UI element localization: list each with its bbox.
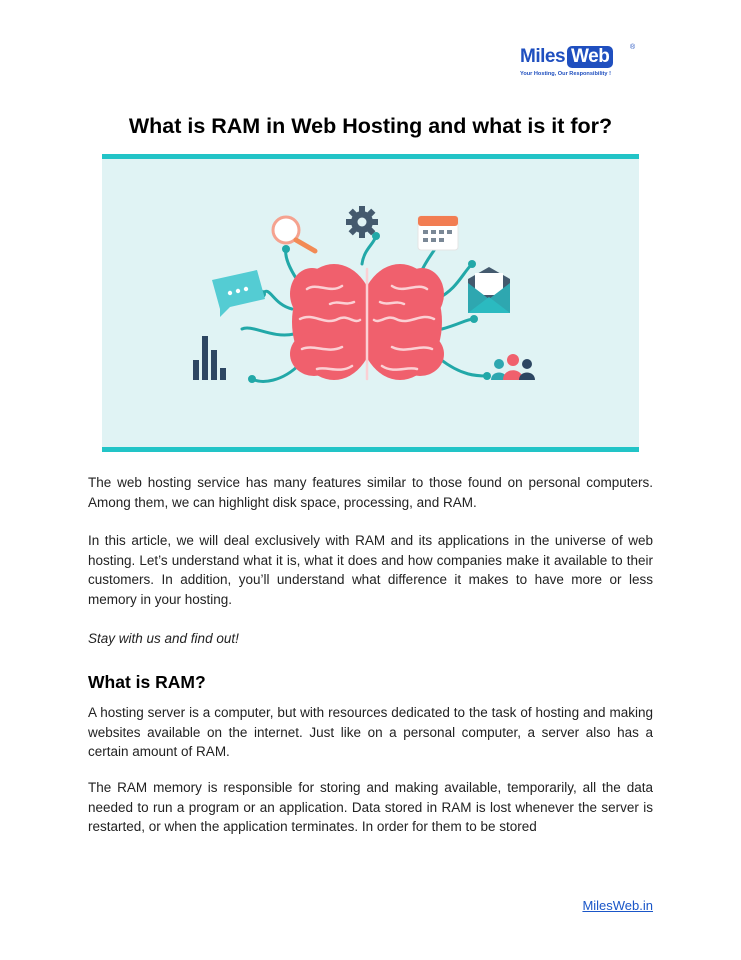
registered-mark: ® [630, 44, 636, 51]
section-heading: What is RAM? [88, 672, 206, 692]
footer-link-milesweb[interactable]: MilesWeb.in [582, 898, 653, 913]
section-paragraph-1: A hosting server is a computer, but with resources dedicated to the task of hosting and making websites available on the internet. Just like on a personal computer, a server also has a certain amount of RAM. [88, 705, 653, 759]
section-paragraph-2: The RAM memory is responsible for storing and making available, temporarily, all the data needed to run a program or an application. Data stored in RAM is lost whenever the server is restarted, or when the application terminates. In order for them to be stored [88, 780, 653, 834]
intro-paragraph-2: In this article, we will deal exclusively with RAM and its applications in the universe of web hosting. Let’s understand what it is, what it does and how companies make it available to their customers. In addition, you’ll understand what difference it makes to have more or less memory in your hosting. [88, 533, 653, 607]
intro-paragraph-1: The web hosting service has many features similar to those found on personal computers. Among them, we can highlight disk space, processing, and RAM. [88, 475, 653, 510]
gear-icon [346, 206, 378, 238]
logo-web-text: Web [567, 46, 613, 68]
intro-paragraph-3: Stay with us and find out! [88, 631, 239, 646]
hero-illustration [102, 154, 639, 452]
logo-tagline: Your Hosting, Our Responsibility ! [520, 71, 611, 77]
milesweb-logo [520, 46, 642, 84]
calendar-icon [418, 216, 458, 250]
brain-icon [290, 264, 444, 380]
article-title: What is RAM in Web Hosting and what is it for? [128, 114, 613, 138]
logo-miles-text: Miles [520, 46, 566, 67]
